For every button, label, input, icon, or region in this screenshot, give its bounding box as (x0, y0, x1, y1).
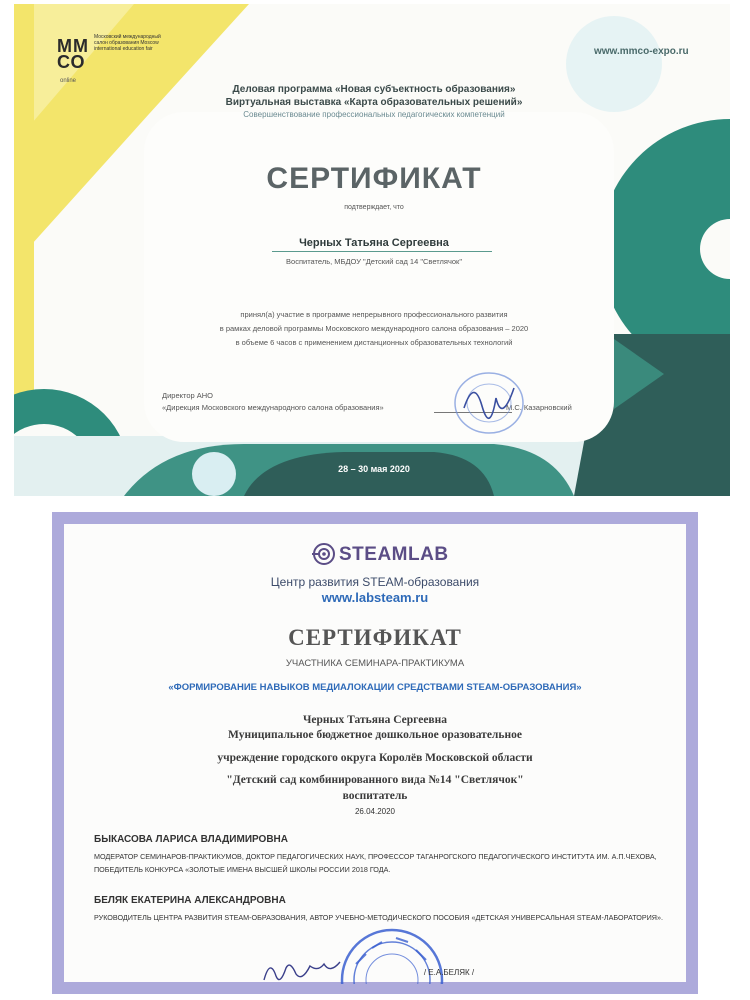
recipient-name: Черных Татьяна Сергеевна (302, 714, 448, 726)
issue-date: 26.04.2020 (354, 807, 396, 816)
program-line-2: Виртуальная выставка «Карта образовательных решений» (225, 97, 523, 108)
certificate-inner (64, 524, 686, 982)
moderator-description: МОДЕРАТОР СЕМИНАРОВ-ПРАКТИКУМОВ, ДОКТОР ПЕДАГОГИЧЕСКИХ НАУК, ПРОФЕССОР ТАГАНРОГСКОГО ПЕДАГОГИЧЕСКОГО ИНСТИТУТА ИМ. А.П.ЧЕХОВА, ПОБЕДИТЕЛЬ КОНКУРСА «ЗОЛОТЫЕ ИМЕНА ВЫСШЕЙ ШКОЛЫ РОССИИ 2018 ГОДА. (94, 852, 657, 874)
program-line-3: Совершенствование профессиональных педагогических компетенций (243, 110, 505, 119)
head-name: БЕЛЯК ЕКАТЕРИНА АЛЕКСАНДРОВНА (94, 895, 286, 906)
mmso-logo-subtitle: Московский международный салон образования Moscow international education fair (94, 34, 161, 52)
program-line-1: Деловая программа «Новая субъектность образования» (232, 84, 516, 95)
name-underline (272, 251, 492, 252)
certificate-background-art (14, 4, 730, 496)
director-name: М.С. Казарновский (506, 403, 572, 412)
handwritten-signature (260, 952, 344, 986)
signer-name: / Е.А.БЕЛЯК / (423, 968, 475, 977)
organization-line-2: учреждение городского округа Королёв Московской области (217, 752, 533, 764)
head-description: РУКОВОДИТЕЛЬ ЦЕНТРА РАЗВИТИЯ STEAM-ОБРАЗОВАНИЯ, АВТОР УЧЕБНО-МЕТОДИЧЕСКОГО ПОСОБИЯ «ДЕТСКАЯ УНИВЕРСАЛЬНАЯ STEAM-ЛАБОРАТОРИЯ». (94, 913, 663, 922)
certificate-steamlab (52, 512, 698, 994)
organization-line-1: Муниципальное бюджетное дошкольное оразовательное (228, 729, 522, 741)
website-url: www.labsteam.ru (321, 590, 429, 605)
moderator-name: БЫКАСОВА ЛАРИСА ВЛАДИМИРОВНА (94, 834, 288, 845)
signature-stamp-icon (444, 368, 534, 438)
participation-line-3: в объеме 6 часов с применением дистанционных образовательных технологий (235, 338, 513, 347)
certificate-title: СЕРТИФИКАТ (266, 162, 482, 195)
confirms-text: подтверждает, что (344, 204, 404, 211)
participation-line-1: принял(а) участие в программе непрерывного профессионального развития (240, 310, 508, 319)
seminar-title: «ФОРМИРОВАНИЕ НАВЫКОВ МЕДИАЛОКАЦИИ СРЕДСТВАМИ STEAM-ОБРАЗОВАНИЯ» (168, 682, 582, 693)
recipient-role: воспитатель (342, 790, 408, 802)
mmso-logo: ММ СО (57, 36, 89, 72)
organization-line-3: "Детский сад комбинированного вида №14 "Светлячок" (226, 774, 524, 786)
director-organization: «Дирекция Московского международного салона образования» (162, 403, 384, 412)
center-name: Центр развития STEAM-образования (270, 575, 480, 589)
online-label: online (60, 78, 77, 84)
steamlab-logo-icon (312, 542, 336, 566)
event-dates: 28 – 30 мая 2020 (338, 464, 410, 474)
participation-line-2: в рамках деловой программы Московского международного салона образования – 2020 (219, 324, 529, 333)
participant-subtitle: УЧАСТНИКА СЕМИНАРА-ПРАКТИКУМА (285, 658, 465, 669)
steamlab-logo-text: STEAMLAB (339, 544, 449, 565)
certificate-mmso (14, 4, 730, 496)
recipient-name: Черных Татьяна Сергеевна (299, 237, 449, 249)
recipient-position: Воспитатель, МБДОУ "Детский сад 14 "Светлячок" (286, 257, 462, 266)
director-title: Директор АНО (162, 391, 214, 400)
certificate-title: СЕРТИФИКАТ (288, 625, 462, 650)
website-url: www.mmco-expo.ru (594, 46, 689, 57)
light-circle (192, 452, 236, 496)
